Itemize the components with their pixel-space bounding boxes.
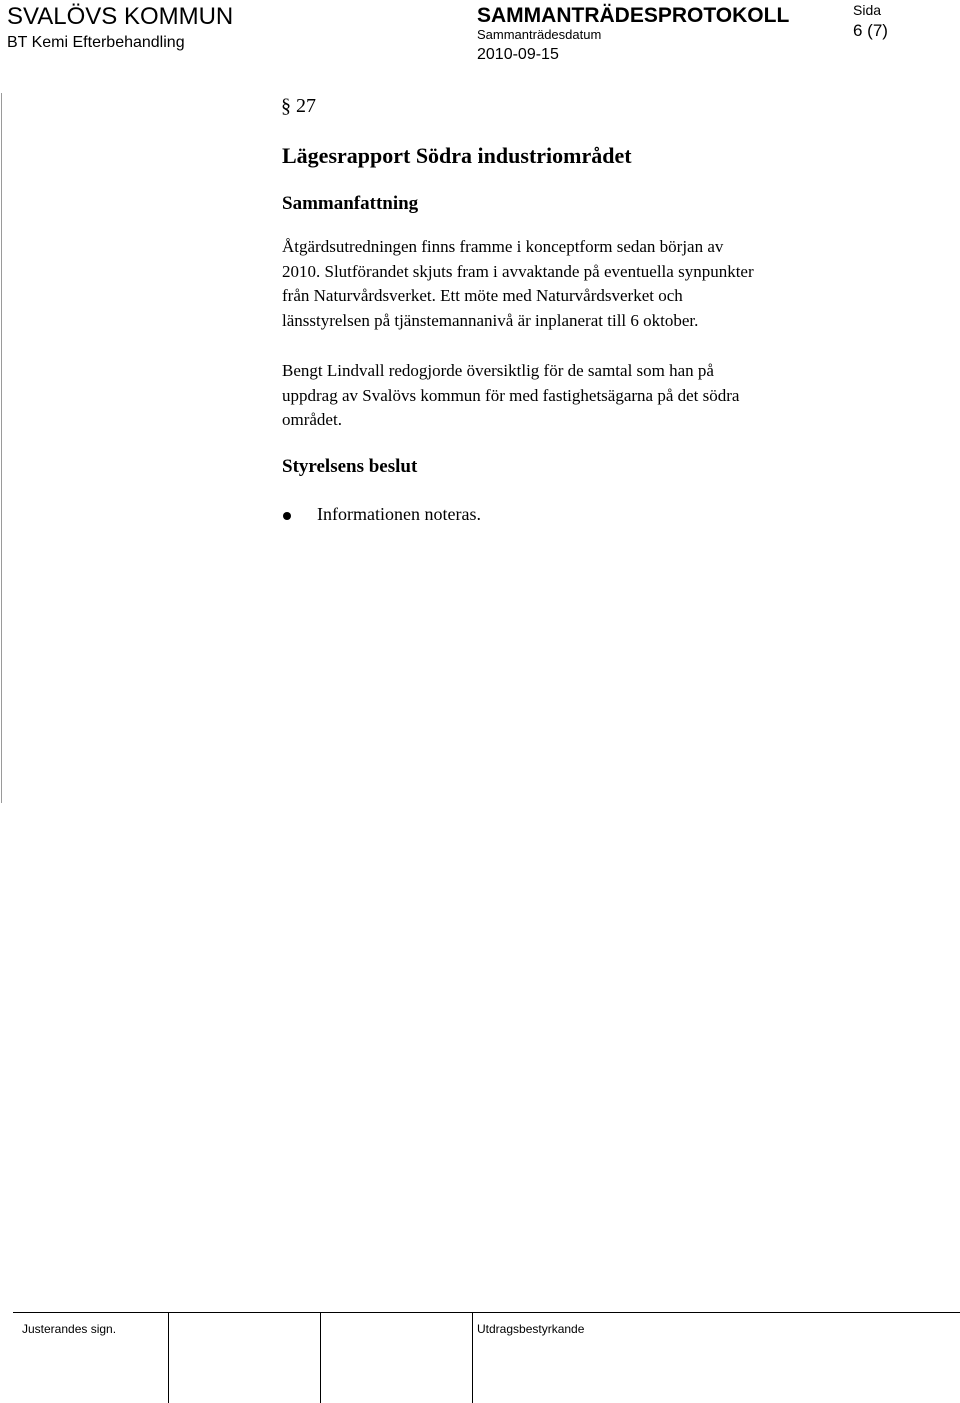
footer-cell-divider xyxy=(168,1312,169,1403)
text-line: Bengt Lindvall redogjorde översiktlig för de samtal som han på xyxy=(282,361,714,380)
organization-name: SVALÖVS KOMMUN xyxy=(7,3,234,30)
text-line: från Naturvårdsverket. Ett möte med Naturvårdsverket och xyxy=(282,286,683,305)
decision-heading: Styrelsens beslut xyxy=(282,456,418,477)
item-title: Lägesrapport Södra industriområdet xyxy=(282,143,632,168)
summary-heading: Sammanfattning xyxy=(282,193,419,214)
page-number: 6 (7) xyxy=(853,21,888,40)
text-line: Åtgärdsutredningen finns framme i konceptform sedan början av xyxy=(282,237,724,256)
footer-cell-divider xyxy=(320,1312,321,1403)
bullet-icon xyxy=(283,512,291,520)
extract-certification-label: Utdragsbestyrkande xyxy=(477,1322,585,1336)
text-line: uppdrag av Svalövs kommun för med fastighetsägarna på det södra xyxy=(282,385,740,405)
text-line: området. xyxy=(282,410,342,429)
organization-unit: BT Kemi Efterbehandling xyxy=(7,34,185,51)
text-line: länsstyrelsen på tjänstemannanivå är inplanerat till 6 oktober. xyxy=(282,310,699,330)
footer-top-rule xyxy=(13,1312,960,1313)
document-type: SAMMANTRÄDESPROTOKOLL xyxy=(477,4,790,27)
page-label: Sida xyxy=(853,2,882,18)
summary-paragraph xyxy=(282,235,754,333)
report-paragraph xyxy=(282,359,739,433)
meeting-date-label: Sammanträdesdatum xyxy=(477,27,602,42)
footer-cell-divider xyxy=(472,1312,473,1403)
signature-label: Justerandes sign. xyxy=(22,1322,117,1336)
meeting-date-value: 2010-09-15 xyxy=(477,46,559,63)
text-line: 2010. Slutförandet skjuts fram i avvaktande på eventuella synpunkter xyxy=(282,261,754,281)
paragraph-number: § 27 xyxy=(281,95,316,117)
margin-rule xyxy=(1,93,2,803)
decision-item: Informationen noteras. xyxy=(317,504,481,524)
